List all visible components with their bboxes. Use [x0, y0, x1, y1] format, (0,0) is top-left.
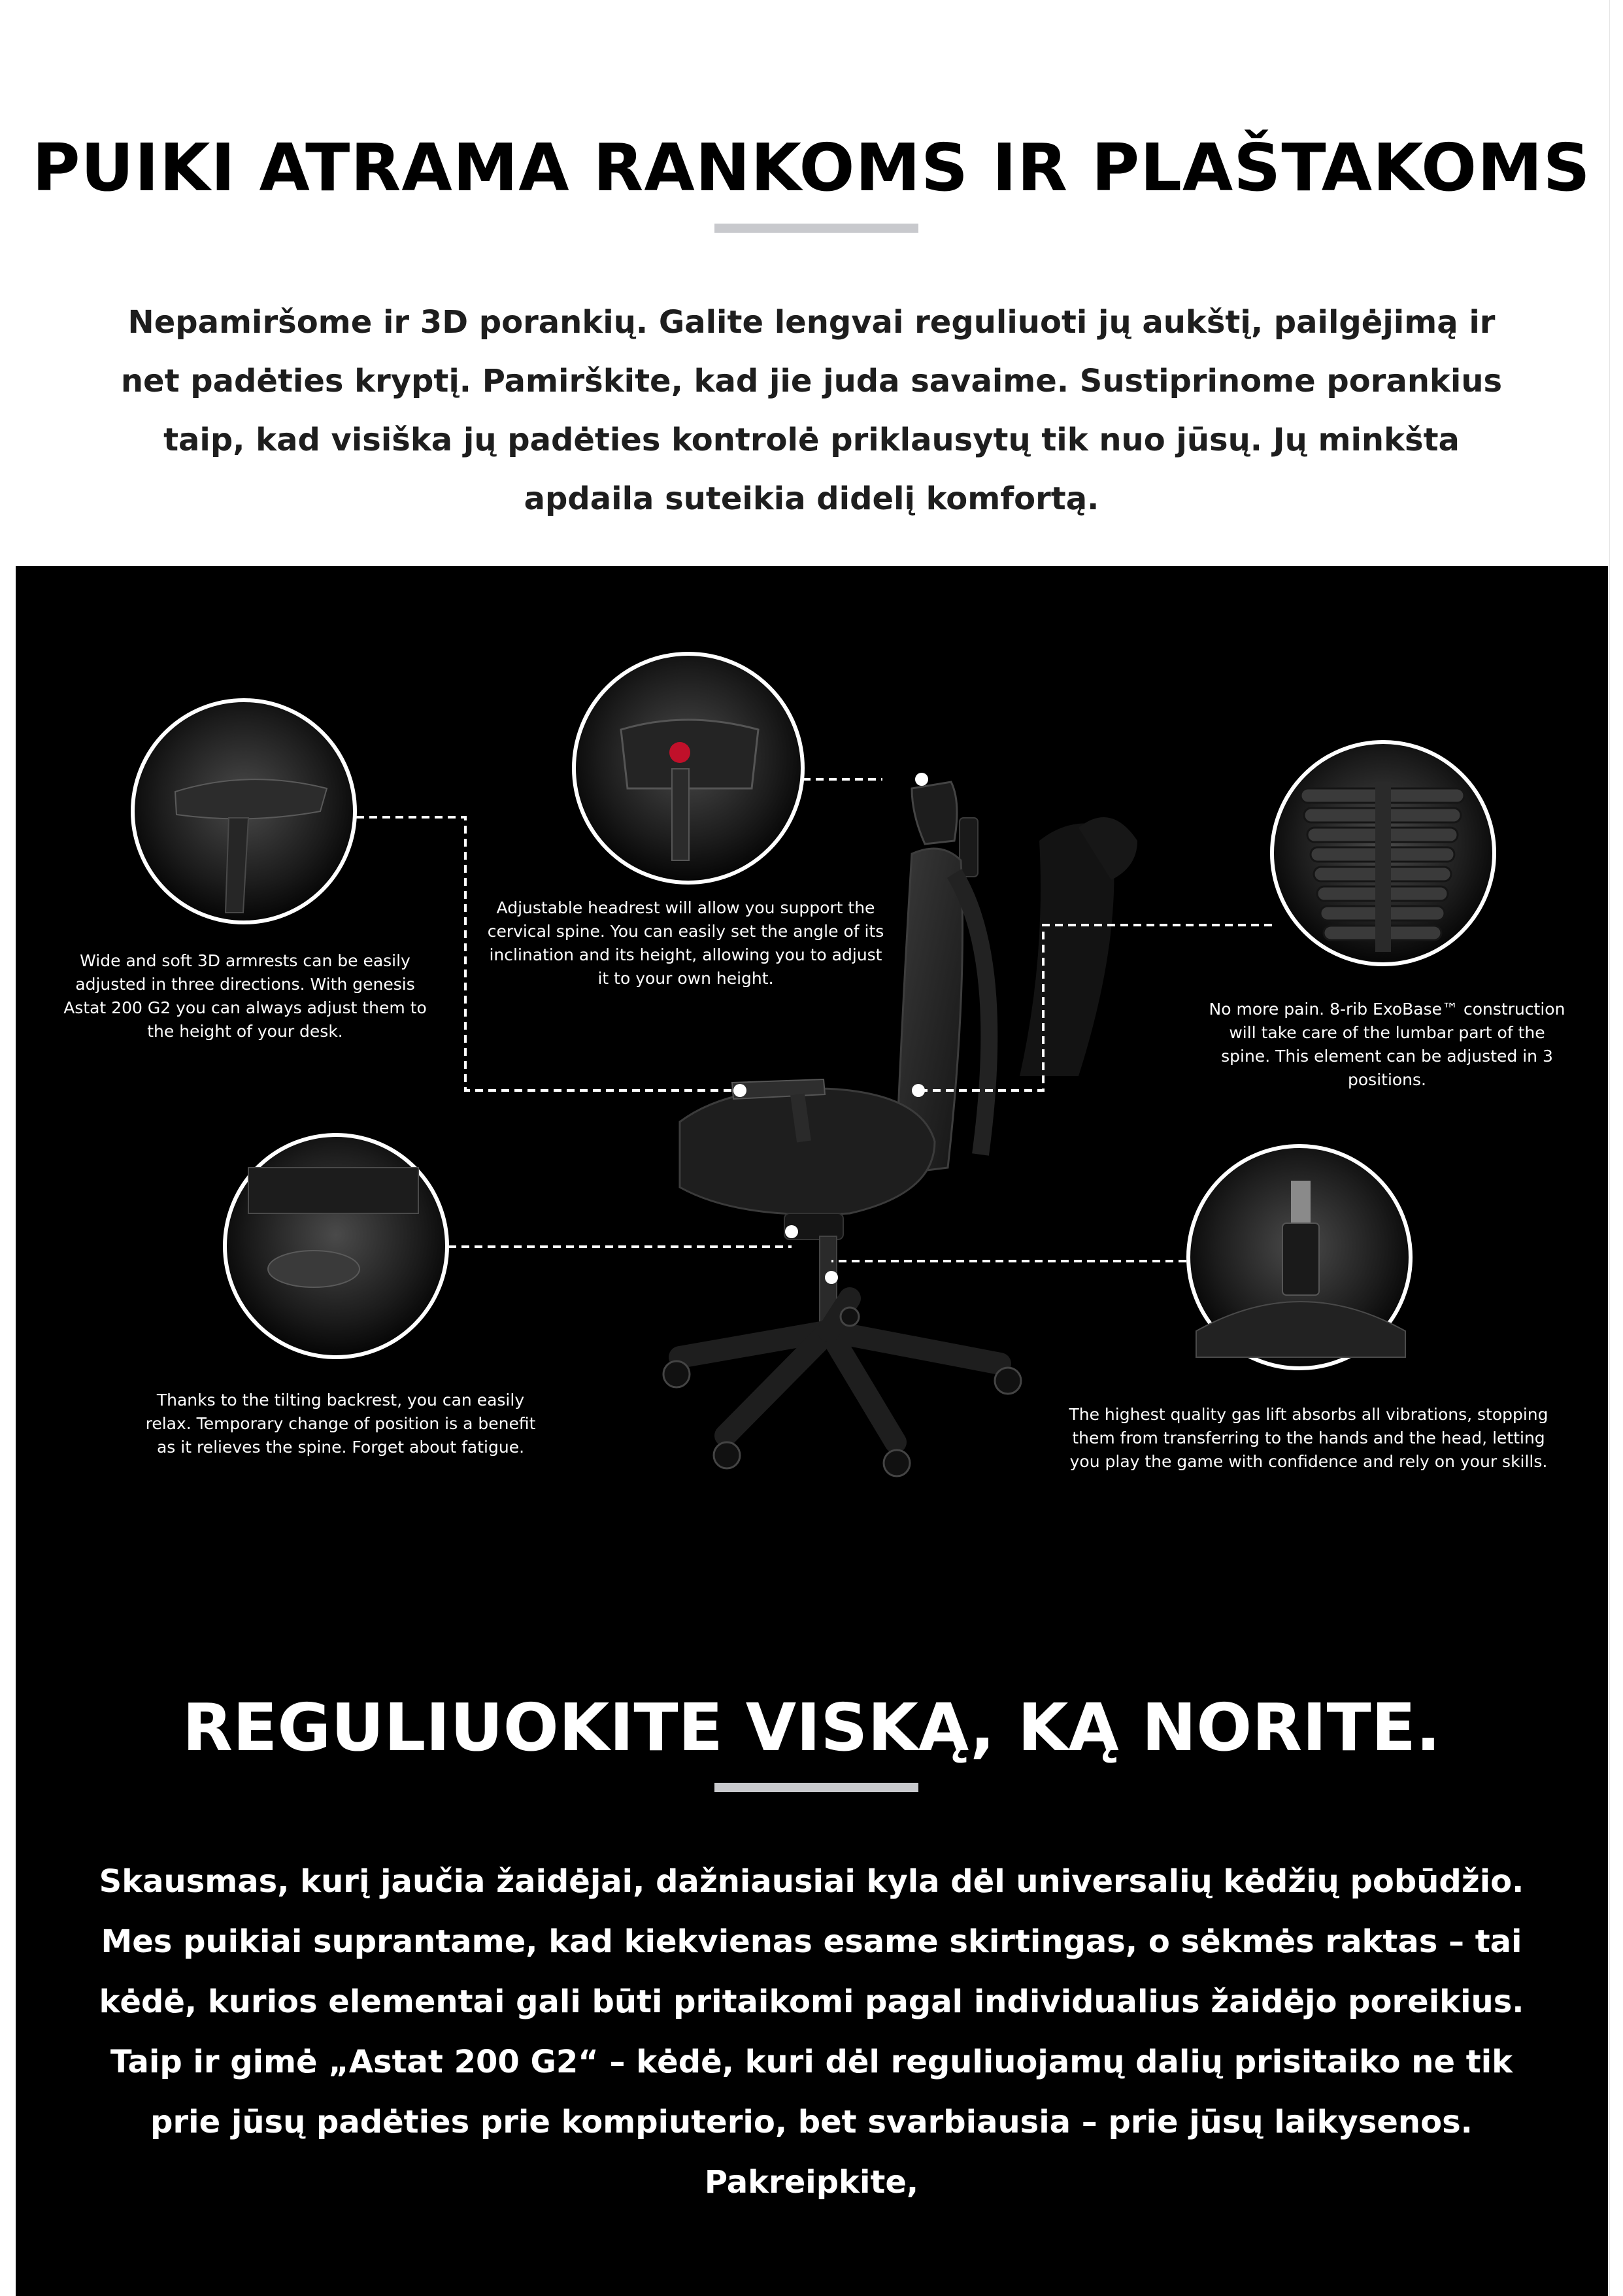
chair-image	[663, 782, 1021, 1476]
page-border	[1609, 0, 1610, 2296]
lumbar-detail-image	[1272, 742, 1494, 964]
page-margin	[1608, 0, 1623, 2296]
gaslift-caption: The highest quality gas lift absorbs all vibrations, stopping them from transferring to the hands and the head, letting you play the game with confidence and rely on your skills.	[1069, 1405, 1548, 1471]
section-title-adjust: REGULIUOKITE VISKĄ, KĄ NORITE.	[182, 1689, 1441, 1766]
gaslift-detail-image	[1188, 1146, 1411, 1368]
title-divider-bottom	[714, 1783, 918, 1792]
headrest-caption: Adjustable headrest will allow you support the cervical spine. You can easily set the angle of its inclination and its height, allowing you to adjust it to your own height.	[487, 898, 884, 988]
armrest-detail-image	[133, 700, 355, 922]
title-divider	[714, 224, 918, 233]
lumbar-caption: No more pain. 8-rib ExoBase™ construction will take care of the lumbar part of the spine. This element can be adjusted in 3 positions.	[1209, 1000, 1565, 1089]
headrest-detail-image	[574, 654, 803, 883]
tilt-ghost-image	[1020, 817, 1137, 1076]
tilt-detail-image	[225, 1135, 447, 1357]
section-title-armrests: PUIKI ATRAMA RANKOMS IR PLAŠTAKOMS	[32, 129, 1591, 206]
adjust-description: Skausmas, kurį jaučia žaidėjai, dažniausiai kyla dėl universalių kėdžių pobūdžio. Mes puikiai suprantame, kad kiekvienas esame skirtingas, o sėkmės raktas – tai kėdė, kurios elementai gali būti pritaikomi pagal individualius žaidėjo poreikius. Taip ir gimė „Astat 200 G2“ – kėdė, kuri dėl reguliuojamų dalių prisitaiko ne tik prie jūsų padėties prie kompiuterio, bet svarbiausia – prie jūsų laikysenos. Pakreipkite,	[99, 1863, 1524, 2201]
armrests-description: Nepamiršome ir 3D porankių. Galite lengvai reguliuoti jų aukštį, pailgėjimą ir net padėties kryptį. Pamirškite, kad jie juda savaime. Sustiprinome porankius taip, kad visiška jų padėties kontrolė priklausytų tik nuo jūsų. Jų minkšta apdaila suteikia didelį komfortą.	[120, 304, 1503, 517]
armrests-caption: Wide and soft 3D armrests can be easily adjusted in three directions. With genesis Astat 200 G2 you can always adjust them to the height of your desk.	[63, 951, 427, 1041]
tilt-caption: Thanks to the tilting backrest, you can easily relax. Temporary change of position is a benefit as it relieves the spine. Forget about fatigue.	[145, 1391, 536, 1457]
